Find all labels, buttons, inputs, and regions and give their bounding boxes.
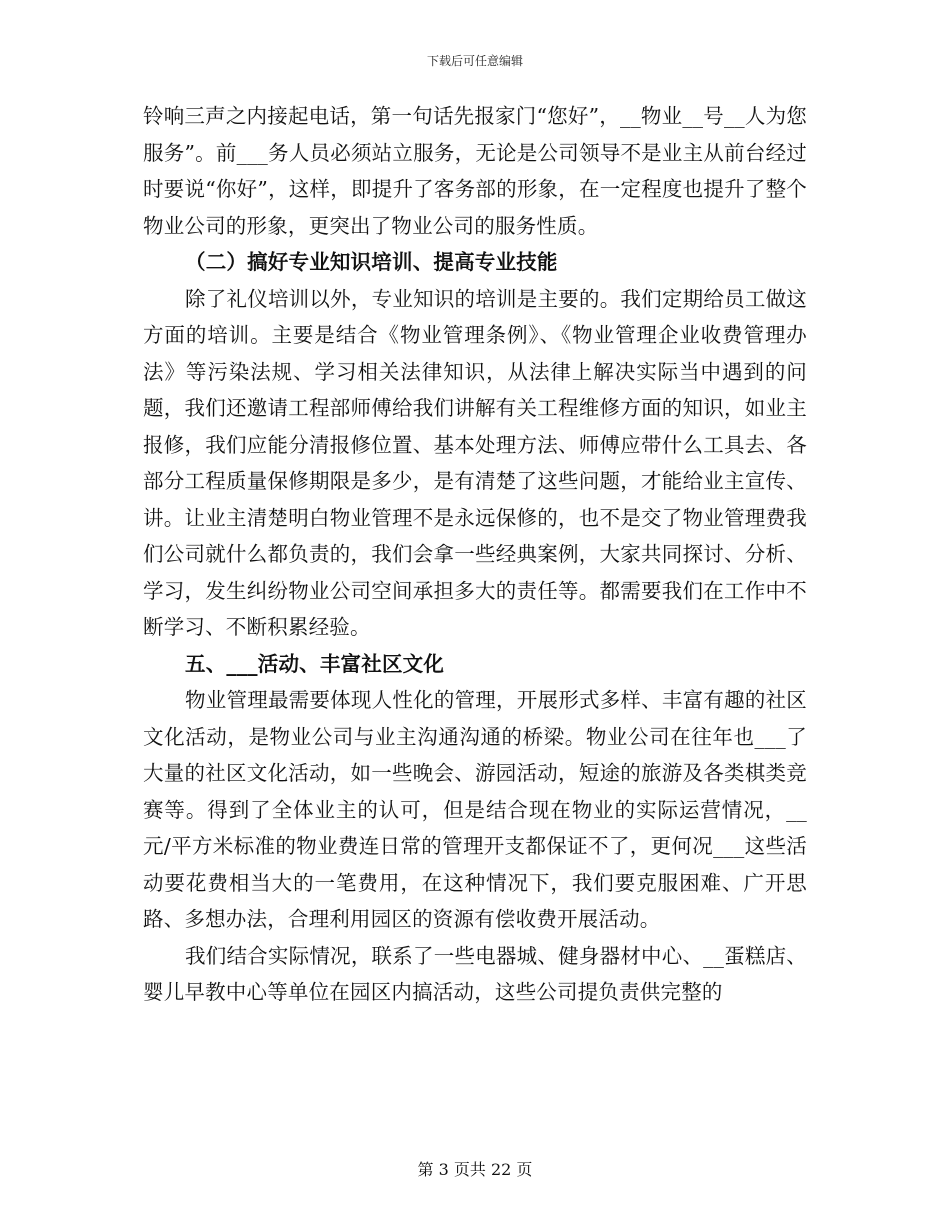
- section-heading-training: （二）搞好专业知识培训、提高专业技能: [185, 250, 558, 274]
- document-body: [143, 98, 807, 1011]
- page-header: 下载后可任意编辑: [426, 54, 523, 68]
- paragraph-training: 除了礼仪培训以外，专业知识的培训是主要的。我们定期给员工做这方面的培训。主要是结合《物业管理条例》、《物业管理企业收费管理办法》等污染法规、学习相关法律知识，从法律上解决实际当中遇到的问题，我们还邀请工程部师傅给我们讲解有关工程维修方面的知识，如业主报修，我们应能分清报修位置、基本处理方法、师傅应带什么工具去、各部分工程质量保修期限是多少，是有清楚了这些问题，才能给业主宣传、讲。让业主清楚明白物业管理不是永远保修的，也不是交了物业管理费我们公司就什么都负责的，我们会拿一些经典案例，大家共同探讨、分析、学习，发生纠纷物业公司空间承担多大的责任等。都需要我们在工作中不断学习、不断积累经验。: [143, 286, 807, 639]
- paragraph-phone-etiquette: 铃响三声之内接起电话，第一句话先报家门“您好”，__物业__号__人为您服务”。前___务人员必须站立服务，无论是公司领导不是业主从前台经过时要说“你好”，这样，即提升了客务部的形象，在一定程度也提升了整个物业公司的形象，更突出了物业公司的服务性质。: [143, 104, 807, 238]
- paragraph-partners: 我们结合实际情况，联系了一些电器城、健身器材中心、__蛋糕店、婴儿早教中心等单位在园区内搞活动，这些公司提负责供完整的: [143, 943, 807, 1004]
- page-footer: 第 3 页共 22 页: [417, 1160, 533, 1179]
- section-heading-activities: 五、___活动、丰富社区文化: [185, 651, 445, 676]
- paragraph-activities: 物业管理最需要体现人性化的管理，开展形式多样、丰富有趣的社区文化活动，是物业公司与业主沟通沟通的桥梁。物业公司在往年也___了大量的社区文化活动，如一些晚会、游园活动，短途的旅游及各类棋类竞赛等。得到了全体业主的认可，但是结合现在物业的实际运营情况，__元/平方米标准的物业费连日常的管理开支都保证不了，更何况___这些活动要花费相当大的一笔费用，在这种情况下，我们要克服困难、广开思路、多想办法，合理利用园区的资源有偿收费开展活动。: [143, 688, 807, 931]
